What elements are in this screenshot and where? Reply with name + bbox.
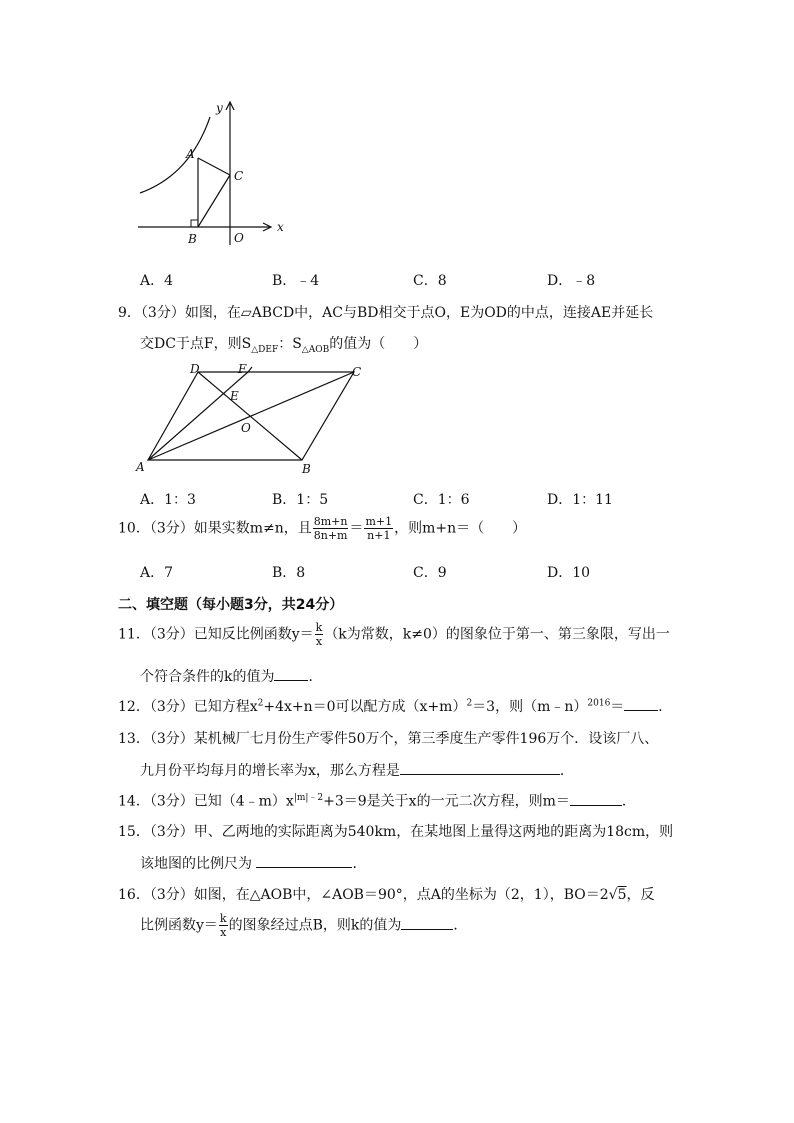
label-d: D	[190, 362, 200, 376]
q16-line1-suffix: ，反	[626, 887, 655, 903]
q16-frac-num: k	[219, 912, 227, 925]
q16-end: ．	[453, 917, 468, 934]
q10-option-b[interactable]: B．8	[272, 565, 306, 581]
q14-sup: |m|﹣2	[293, 793, 324, 803]
diagonal-bd	[198, 372, 302, 460]
label-a: A	[136, 460, 145, 474]
label-o: O	[234, 231, 244, 245]
q11-frac-num: k	[315, 621, 323, 634]
q16-line2-suffix: 的图象经过点B，则k的值为	[228, 917, 402, 934]
q9-mid: ：S	[278, 336, 302, 352]
q10-option-a[interactable]: A．7	[140, 565, 174, 581]
segment-bc	[198, 175, 230, 227]
q9-option-a[interactable]: A．1：3	[140, 492, 196, 508]
q13-answer-blank[interactable]	[400, 762, 560, 775]
q9-figure	[132, 360, 372, 478]
q9-option-c[interactable]: C．1：6	[413, 492, 470, 508]
segment-af	[148, 372, 248, 460]
q10-equals: ＝	[349, 520, 364, 537]
q16-answer-blank[interactable]	[401, 917, 453, 930]
q8-option-d[interactable]: D．﹣8	[547, 273, 596, 289]
q10-prefix: 10．（3分）如果实数m≠n，且	[118, 520, 312, 537]
label-b: B	[302, 462, 311, 476]
q15-end: ．	[352, 856, 367, 872]
label-e: E	[230, 389, 239, 403]
q8-option-c[interactable]: C．8	[413, 273, 447, 289]
q8-option-a[interactable]: A．4	[140, 273, 174, 289]
q15-line1: 15．（3分）甲、乙两地的实际距离为540km，在某地图上量得这两地的距离为18cm，则	[118, 824, 674, 840]
label-o: O	[241, 421, 251, 435]
label-c: C	[352, 365, 362, 379]
label-x: x	[277, 220, 284, 234]
segment-f-extension	[248, 367, 252, 372]
label-a: A	[186, 147, 195, 161]
q11-line2	[140, 666, 322, 686]
q11-line1	[118, 622, 670, 647]
q9-line2-prefix: 交DC于点F，则S	[140, 336, 252, 352]
q16-line2-prefix: 比例函数y＝	[140, 917, 218, 934]
q8-option-b[interactable]: B．﹣4	[272, 273, 320, 289]
q12-answer-blank[interactable]	[624, 698, 658, 711]
q10-option-d[interactable]: D．10	[547, 565, 591, 581]
q11-frac-den: x	[315, 635, 323, 648]
diagonal-ac	[148, 372, 354, 460]
q10-frac1-den: 8n+m	[313, 529, 348, 542]
q12-end: ．	[658, 699, 673, 715]
q8-figure	[130, 95, 300, 255]
q16-line2	[140, 913, 467, 938]
q16-sqrt-value: 5	[617, 887, 627, 903]
q10-frac1-num: 8m+n	[313, 515, 348, 528]
q16-frac-den: x	[220, 926, 227, 939]
q12-sup2: 2	[466, 698, 473, 709]
q11-fraction	[315, 622, 324, 647]
q15-line2-text: 该地图的比例尺为	[140, 856, 252, 872]
q15-answer-blank[interactable]	[256, 855, 352, 868]
q12-mid2: ＝3，则（m﹣n）	[472, 699, 588, 715]
label-b: B	[188, 232, 197, 246]
q11-end: ．	[308, 669, 323, 685]
q9-line2	[140, 333, 427, 355]
q10-option-c[interactable]: C．9	[413, 565, 447, 581]
label-c: C	[234, 169, 244, 183]
segment-ac	[198, 158, 230, 175]
q10-frac2-num: m+1	[365, 515, 393, 528]
right-angle-mark	[191, 220, 198, 227]
q13-end: ．	[559, 763, 574, 779]
q11-line2-text: 个符合条件的k的值为	[140, 669, 275, 685]
q10-fraction-1	[313, 516, 349, 541]
q13-line1: 13．（3分）某机械厂七月份生产零件50万个，第三季度生产零件196万个．设该厂八、	[118, 731, 659, 747]
q10-frac2-den: n+1	[367, 529, 391, 542]
q15-line2	[140, 853, 366, 873]
q14-end: ．	[621, 793, 636, 810]
q14-suffix: +3＝9是关于x的一元二次方程，则m＝	[323, 793, 570, 810]
q9-sub1: △DEF	[251, 344, 279, 355]
q12-prefix: 12．（3分）已知方程x	[118, 699, 258, 715]
q9-sub2: △AOB	[301, 344, 330, 355]
q10-question	[118, 516, 526, 541]
q13-line2	[140, 760, 574, 780]
hyperbola-curve	[140, 117, 210, 193]
q10-fraction-2	[364, 516, 393, 541]
q11-prefix: 11．（3分）已知反比例函数y＝	[118, 626, 314, 643]
q11-suffix: （k为常数，k≠0）的图象位于第一、第三象限，写出一	[324, 626, 670, 643]
section-2-title: 二、填空题（每小题3分，共24分）	[118, 597, 344, 613]
q16-line1-prefix: 16．（3分）如图，在△AOB中，∠AOB＝90°，点A的坐标为（2，1），BO＝2	[118, 887, 609, 903]
q10-suffix: ，则m+n＝（ ）	[394, 520, 527, 537]
sqrt-icon: √	[608, 887, 618, 903]
q16-fraction	[219, 913, 228, 938]
q11-answer-blank[interactable]	[274, 668, 308, 681]
q12-sup1: 2	[257, 698, 264, 709]
q12-mid3: ＝	[610, 699, 625, 715]
q9-option-b[interactable]: B．1：5	[272, 492, 329, 508]
q9-option-d[interactable]: D．1：11	[547, 492, 613, 508]
q14-prefix: 14．（3分）已知（4﹣m）x	[118, 793, 294, 810]
q12-line	[118, 696, 672, 716]
q13-line2-text: 九月份平均每月的增长率为x，那么方程是	[140, 763, 400, 779]
label-f: F	[238, 362, 247, 376]
q14-answer-blank[interactable]	[570, 793, 622, 806]
q9-suffix: 的值为（ ）	[329, 336, 428, 352]
q16-line1	[118, 884, 655, 904]
label-y: y	[216, 101, 223, 115]
q12-sup3: 2016	[587, 698, 611, 709]
q14-line	[118, 790, 636, 811]
q12-mid: +4x+n＝0可以配方成（x+m）	[263, 699, 467, 715]
q9-line1: 9．（3分）如图，在▱ABCD中，AC与BD相交于点O，E为OD的中点，连接AE并延长	[118, 305, 654, 321]
